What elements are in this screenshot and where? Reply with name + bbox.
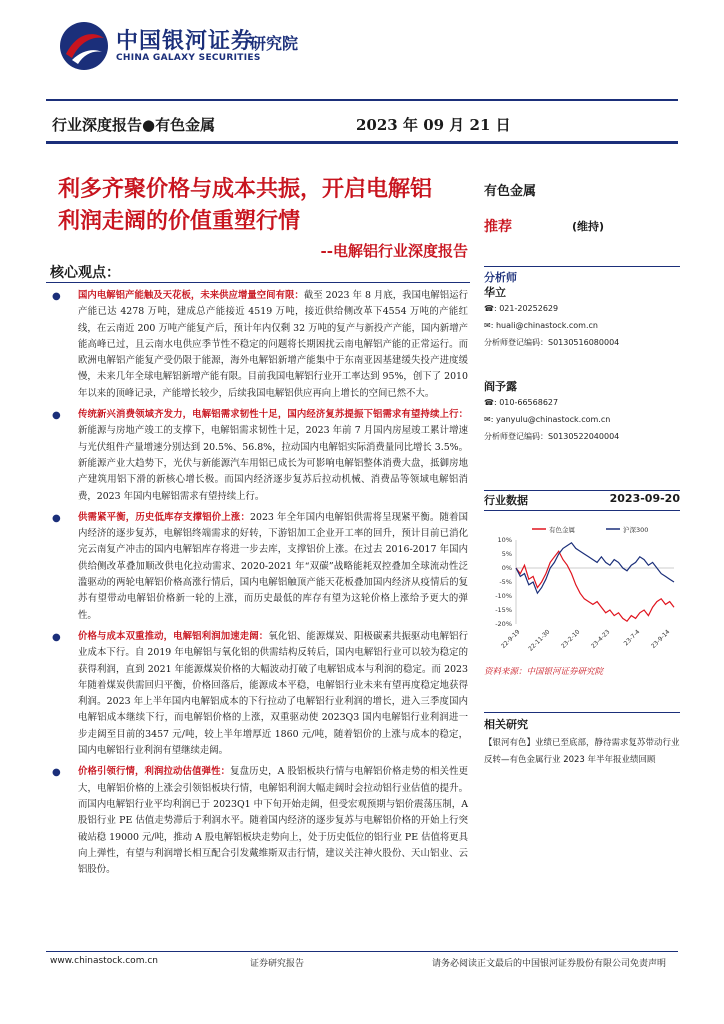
analyst-phone: 021-20252629 [499,304,559,313]
analyst-name: 华立 [484,286,506,299]
footer-rule [46,951,678,952]
x-tick-label: 23-4-23 [589,628,612,650]
analyst-phone-row: ☎: 021-20252629 [484,304,559,313]
rating-note: (维持) [572,220,605,233]
chart-svg [484,522,680,662]
analyst-email: huali@chinastock.com.cn [495,321,598,330]
email-icon: ✉ [484,321,491,330]
y-tick-label: -5% [499,578,512,586]
related-research [484,716,680,769]
analyst-email: yanyulu@chinastock.com.cn [495,415,611,424]
analyst-block [484,284,619,351]
related-rule [484,712,680,713]
galaxy-logo-icon [58,20,110,72]
y-tick-label: 10% [497,536,512,544]
bullet-text: 截至 2023 年 8 月底，我国电解铝运行产能已达 4278 万吨，建成总产能接近 4519 万吨，接近供给侧改革下4554 万吨的产能红线，在云南近 200 万吨产能复产后，预计年内仅剩 32 万吨的复产与新投产产能，国内新增产能高峰已过，且云南水电供应季节性不稳定的问题将长期困扰云南电解铝产能的正常运行。而欧洲电解铝产能复产受仍限于能源，海外电解铝新增产能集中于东南亚因基建缓失投产进度缓慢，未来几年全球电解铝新增产能有限。目前我国电解铝行业开工率达到 95%，创下了 2010 年以来的顶峰记录，产能增长较少，后续我国电解铝供应再向上增长的空间已然不大。 [78,290,468,399]
industry-data-rule-top [484,490,680,491]
bullet-item [50,510,468,624]
rating: 推荐 [484,219,512,235]
bullet-dot-icon: ● [52,410,61,422]
bullet-item [50,288,468,402]
bullet-item [50,407,468,505]
footer-disclaimer: 请务必阅读正文最后的中国银河证券股份有限公司免责声明 [432,959,667,969]
core-views-heading: 核心观点： [50,265,120,281]
phone-icon: ☎ [484,304,494,313]
report-type: 行业深度报告●有色金属 [52,116,216,134]
bullet-dot-icon: ● [52,767,61,779]
report-title [58,173,468,237]
bullet-item [50,764,468,878]
analyst-name: 阎予露 [484,380,517,393]
analyst-cert: 分析师登记编码：S0130522040004 [484,432,620,441]
y-tick-label: 0% [501,564,512,572]
logo [58,20,358,72]
industry-data-rule [484,510,680,511]
industry-chart [484,522,680,662]
related-heading: 相关研究 [484,718,528,731]
y-tick-label: -15% [495,606,512,614]
bullet-text: 2023 年全年国内电解铝供需将呈现紧平衡。随着国内经济的逐步复苏，电解铝终端需求的好转，下游铝加工企业开工率的回升，预计目前已消化完云南复产冲击的国内电解铝库存将进一步去库，支撑铝价上涨。在过去 2016-2017 年国内供给侧改革叠加顺改供电化拉动需求、2020-2021 年“双碳”战略能耗双控叠加全球流动性泛滥驱动的两轮电解铝价格高涨行情后，国内电解铝触顶产能天花板叠加国内经济从疫情后的复苏有望带动电解铝价格新一轮的上涨，而历史最低的库存有望为这轮价格上涨给予更大的弹性。 [78,511,468,621]
logo-chinese: 中国银河证券 [116,29,255,54]
title-line-1: 利多齐聚价格与成本共振，开启电解铝 [58,176,433,202]
report-date: 2023 年 09 月 21 日 [356,116,511,134]
bullet-lead: 传统新兴消费领域齐发力，电解铝需求韧性十足，国内经济复苏提振下铝需求有望持续上行： [78,409,468,421]
y-tick-label: -10% [495,592,512,600]
header-rule [46,99,678,101]
bullet-item [50,629,468,759]
core-bullets [50,288,468,883]
footer-url[interactable]: www.chinastock.com.cn [50,956,158,966]
institute-label: 研究院 [250,34,299,53]
bullet-lead: 供需紧平衡，历史低库存支撑铝价上涨： [78,511,251,523]
analyst-email-row: ✉: yanyulu@chinastock.com.cn [484,415,611,424]
analyst-phone: 010-66568627 [499,398,559,407]
x-tick-label: 23-2-10 [559,628,582,650]
analyst-phone-row: ☎: 010-66568627 [484,398,559,407]
analyst-email-row: ✉: huali@chinastock.com.cn [484,321,598,330]
y-tick-label: 5% [501,550,512,558]
analyst-block [484,378,619,445]
footer-center: 证券研究报告 [250,959,305,969]
x-tick-label: 23-7-4 [622,628,642,648]
bullet-lead: 价格与成本双重推动，电解铝利润加速走阔： [78,630,269,642]
y-tick-label: -20% [495,620,512,628]
industry-data-date: 2023-09-20 [609,492,680,505]
analyst-heading: 分析师 [484,271,517,284]
email-icon: ✉ [484,415,491,424]
bullet-text: 新能源与房地产竣工的支撑下，电解铝需求韧性十足，2023 年前 7 月国内房屋竣工累计增速与光伏组件产量增速分别达到 20.5%、56.8%，拉动国内电解铝实际消费量同比增长 3.5%。新能源产业大趋势下，光伏与新能源汽车用铝已成长为可影响电解铝整体消费大盘，抵御房地产建筑用铝下滑的新核心增长极。而国内经济逐步复苏后拉动机械、消费品等领域电解铝消费，2023 年国内电解铝需求有望持续上行。 [78,425,468,502]
x-tick-label: 22-11-30 [527,628,552,653]
chart-source: 资料来源：中国银河证券研究院 [484,667,604,677]
bullet-lead: 国内电解铝产能触及天花板，未来供应增量空间有限： [78,290,304,301]
bullet-dot-icon: ● [52,631,61,643]
report-header-bar [46,104,678,144]
core-rule [46,282,470,283]
sector-name: 有色金属 [484,184,537,199]
x-tick-label: 23-9-14 [649,628,672,650]
analyst-cert: 分析师登记编码：S0130516080004 [484,338,620,347]
industry-data-label: 行业数据 [484,494,528,507]
bullet-dot-icon: ● [52,291,61,302]
title-line-2: 利润走阔的价值重塑行情 [58,208,301,234]
phone-icon: ☎ [484,398,494,407]
analyst-rule [484,266,680,267]
report-subtitle: --电解铝行业深度报告 [320,242,468,260]
bullet-text: 氧化铝、能源煤炭、阳极碳素共振驱动电解铝行业成本下行。自 2019 年电解铝与氧化铝的供需结构反转后，国内电解铝行业可以较为稳定的获得利润，直到 2021 年能源煤炭价格的大幅波动打破了电解铝成本与利润的稳定。而 2023 年随着煤炭供需回归平衡，价格回落后，能源成本平稳，电解铝行业未来有望再度稳定地获得利润。2023 年上半年国内电解铝成本的下行拉动了电解铝行业利润的增长，进入三季度国内电解铝成本继续下行，而电解铝价格的上涨，双重驱动使 2023Q3 国内电解铝行业利润进一步走阔至目前的3457 元/吨，较上半年增厚近 1860 元/吨，随着铝价的上涨与成本的稳定，国内电解铝行业利润有望继续走阔。 [78,630,468,757]
related-link[interactable]: 【银河有色】业绩已至底部，静待需求复苏带动行业反转—有色金属行业 2023 年半年报业绩回顾 [484,738,680,765]
logo-english: CHINA GALAXY SECURITIES [116,53,261,63]
bullet-dot-icon: ● [52,512,61,524]
legend-label: 有色金属 [549,526,575,534]
x-tick-label: 22-9-19 [499,628,522,650]
sidebar [484,180,680,520]
bullet-lead: 价格引领行情，利润拉动估值弹性： [78,766,231,778]
bullet-text: 复盘历史，A 股铝板块行情与电解铝价格走势的相关性更大，电解铝价格的上涨会引领铝板块行情，电解铝利润大幅走阔时会拉动铝行业估值的提升。而国内电解铝行业平均利润已于 2023Q1 中下旬开始走阔，但受宏观预期与铝价震荡压制，A 股铝行业 PE 估值走势滞后于利润水平。随着国内经济的逐步复苏与电解铝价格的开始上行突破站稳 19000 元/吨，推动 A 股电解铝板块走势向上，处于历史低位的铝行业 PE 估值将更具向上弹性，有望与利润增长相互配合引发戴维斯双击行情，建议关注神火股份、天山铝业、云铝股份。 [78,766,468,876]
legend-label: 沪深300 [623,526,649,534]
